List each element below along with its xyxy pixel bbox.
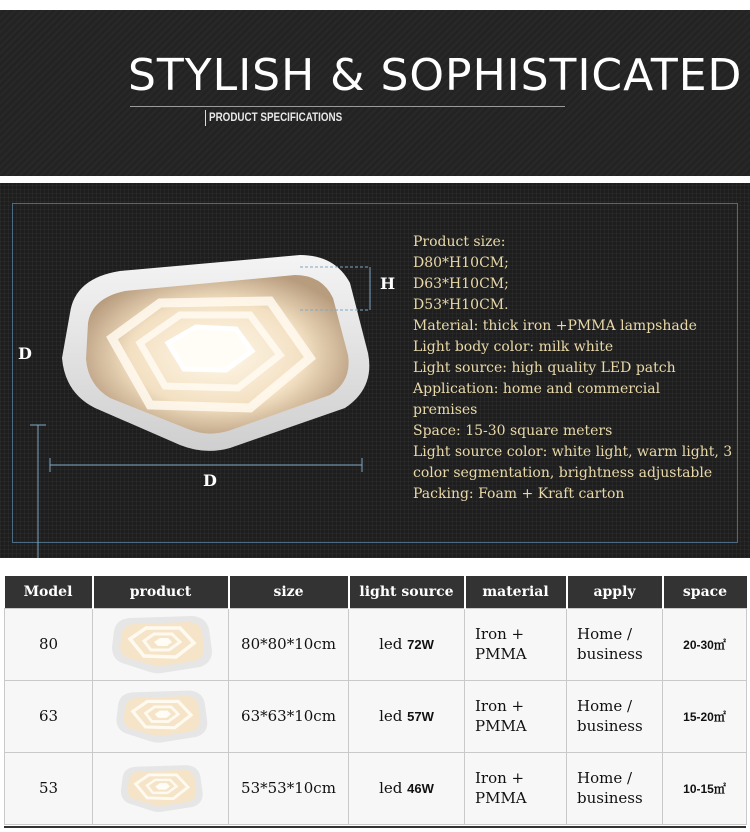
spec-size-80: D80*H10CM;	[413, 255, 509, 271]
lamp-illustration	[0, 183, 410, 558]
cell-led-label: led	[379, 779, 403, 797]
cell-wattage: 46W	[407, 781, 434, 796]
cell-apply-line2: business	[577, 645, 643, 663]
header-light-source: light source	[349, 576, 465, 608]
cell-material	[465, 752, 567, 824]
cell-material-line1: Iron +	[475, 769, 525, 787]
lamp-thumbnail	[116, 761, 206, 815]
cell-apply-line1: Home /	[577, 769, 633, 787]
cell-size: 53*53*10cm	[229, 752, 349, 824]
cell-apply	[567, 752, 663, 824]
spec-material: Material: thick iron +PMMA lampshade	[413, 318, 697, 334]
height-label: H	[380, 274, 396, 293]
spec-size-63: D63*H10CM;	[413, 276, 509, 292]
cell-wattage: 72W	[407, 637, 434, 652]
cell-led-label: led	[379, 707, 403, 725]
cell-apply-line2: business	[577, 789, 643, 807]
cell-material	[465, 608, 567, 680]
header-space: space	[682, 583, 728, 600]
header-model: Model	[5, 576, 93, 608]
cell-size: 80*80*10cm	[229, 608, 349, 680]
lamp-thumbnail	[111, 687, 211, 745]
lamp-thumbnail	[106, 613, 216, 675]
table-row	[5, 680, 747, 752]
cell-apply-line1: Home /	[577, 697, 633, 715]
cell-apply-line2: business	[577, 717, 643, 735]
cell-model: 63	[5, 680, 93, 752]
header-material: material	[465, 576, 567, 608]
depth-label-horizontal: D	[203, 471, 217, 490]
model-table-wrapper	[4, 576, 746, 828]
cell-space: 20-30㎡	[663, 608, 747, 680]
cell-apply-line1: Home /	[577, 625, 633, 643]
cell-light-source	[349, 680, 465, 752]
model-table	[4, 576, 747, 825]
banner-subtitle: PRODUCT SPECIFICATIONS	[209, 110, 343, 124]
cell-material-line2: PMMA	[475, 645, 527, 663]
cell-wattage: 57W	[407, 709, 434, 724]
spec-panel	[0, 183, 750, 558]
cell-apply	[567, 680, 663, 752]
header-product: product	[93, 576, 229, 608]
table-row	[5, 608, 747, 680]
cell-model: 80	[5, 608, 93, 680]
banner-divider	[130, 106, 565, 107]
cell-model: 53	[5, 752, 93, 824]
cell-material-line2: PMMA	[475, 717, 527, 735]
spec-size-53: D53*H10CM.	[413, 297, 509, 313]
cell-material	[465, 680, 567, 752]
cell-light-source	[349, 608, 465, 680]
cell-space: 15-20㎡	[663, 680, 747, 752]
cell-material-line1: Iron +	[475, 625, 525, 643]
spec-light-source: Light source: high quality LED patch	[413, 360, 676, 376]
spec-body-color: Light body color: milk white	[413, 339, 614, 355]
spec-application: Application: home and commercial premises	[413, 381, 661, 418]
subtitle-marker	[205, 110, 206, 126]
table-row	[5, 752, 747, 824]
spec-packing: Packing: Foam + Kraft carton	[413, 486, 625, 502]
spec-product-size-label: Product size:	[413, 234, 506, 250]
cell-apply	[567, 608, 663, 680]
cell-material-line2: PMMA	[475, 789, 527, 807]
banner	[0, 10, 750, 176]
table-bottom-rule	[4, 826, 746, 828]
spec-source-color: Light source color: white light, warm light, 3 color segmentation, brightness adjustable	[413, 444, 733, 481]
table-header-row	[5, 576, 747, 608]
cell-product	[93, 680, 229, 752]
cell-light-source	[349, 752, 465, 824]
banner-title: STYLISH & SOPHISTICATED	[128, 50, 743, 101]
header-size: size	[229, 576, 349, 608]
depth-label-vertical: D	[18, 344, 32, 363]
header-apply: apply	[567, 576, 663, 608]
cell-space: 10-15㎡	[663, 752, 747, 824]
cell-product	[93, 752, 229, 824]
cell-led-label: led	[379, 635, 403, 653]
cell-material-line1: Iron +	[475, 697, 525, 715]
spec-space: Space: 15-30 square meters	[413, 423, 613, 439]
spec-text-block	[413, 232, 748, 505]
cell-product	[93, 608, 229, 680]
cell-size: 63*63*10cm	[229, 680, 349, 752]
